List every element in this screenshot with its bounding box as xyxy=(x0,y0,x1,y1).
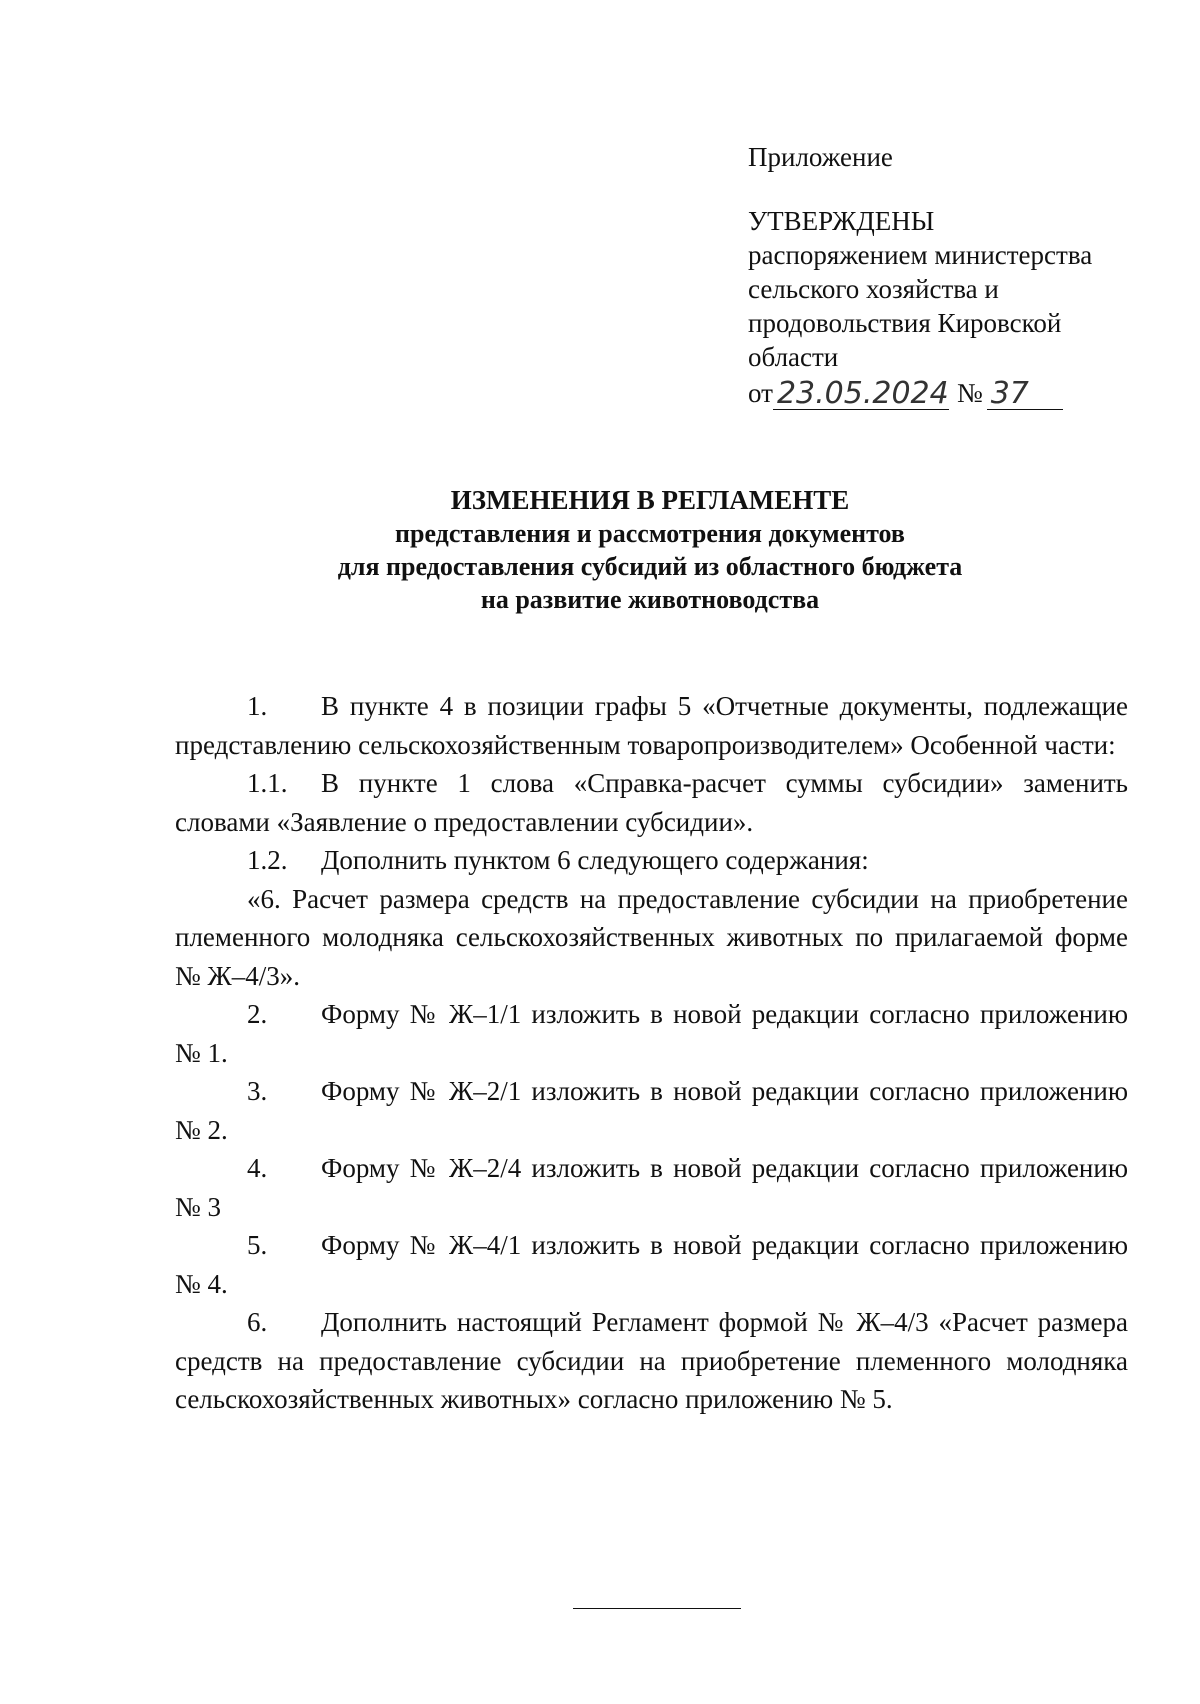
paragraph-5 xyxy=(175,1226,1128,1303)
item-text: Дополнить пунктом 6 следующего содержания: xyxy=(321,845,869,875)
title-line-4: на развитие животноводства xyxy=(480,585,820,614)
document-title xyxy=(170,484,1130,616)
item-text: Дополнить настоящий Регламент формой № Ж–4/3 «Расчет размера средств на предоставление субсидии на приобретение племенного молодняка сельскохозяйственных животных» согласно приложению № 5. xyxy=(175,1307,1128,1414)
item-number: 1.2. xyxy=(247,845,288,875)
appendix-label: Приложение xyxy=(748,142,893,172)
approved-label: УТВЕРЖДЕНЫ xyxy=(748,206,935,236)
item-text: Форму № Ж–1/1 изложить в новой редакции согласно приложению № 1. xyxy=(175,999,1128,1068)
closing-rule xyxy=(573,1608,741,1609)
item-number: 1. xyxy=(247,691,268,721)
handwritten-date: 23.05.2024 xyxy=(773,379,949,410)
item-text: В пункте 1 слова «Справка-расчет суммы субсидии» заменить словами «Заявление о предоставлении субсидии». xyxy=(175,768,1128,837)
date-line xyxy=(748,376,1168,410)
paragraph-3 xyxy=(175,1072,1128,1149)
paragraph-2 xyxy=(175,995,1128,1072)
approval-line-1: распоряжением министерства xyxy=(748,240,1093,270)
item-text: Форму № Ж–2/1 изложить в новой редакции согласно приложению № 2. xyxy=(175,1076,1128,1145)
title-main: ИЗМЕНЕНИЯ В РЕГЛАМЕНТЕ xyxy=(450,485,850,515)
item-text: В пункте 4 в позиции графы 5 «Отчетные документы, подлежащие представлению сельскохозяйственным товаропроизводителем» Особенной части: xyxy=(175,691,1128,760)
paragraph-1-2 xyxy=(175,841,1128,880)
number-label: № xyxy=(956,378,983,408)
approval-block xyxy=(748,140,1168,410)
paragraph-6 xyxy=(175,1303,1128,1419)
approval-line-4: области xyxy=(748,342,839,372)
paragraph-quote xyxy=(175,880,1128,996)
item-number: 3. xyxy=(247,1076,268,1106)
date-prefix: от xyxy=(748,378,773,408)
paragraph-1-1 xyxy=(175,764,1128,841)
handwritten-number: 37 xyxy=(987,379,1063,410)
title-line-3: для предоставления субсидий из областного бюджета xyxy=(337,552,963,581)
approval-line-2: сельского хозяйства и xyxy=(748,274,999,304)
item-text: Форму № Ж–4/1 изложить в новой редакции согласно приложению № 4. xyxy=(175,1230,1128,1299)
approval-line-3: продовольствия Кировской xyxy=(748,308,1062,338)
item-number: 2. xyxy=(247,999,268,1029)
item-number: 5. xyxy=(247,1230,268,1260)
item-number: 6. xyxy=(247,1307,268,1337)
item-text: Форму № Ж–2/4 изложить в новой редакции согласно приложению № 3 xyxy=(175,1153,1128,1222)
paragraph-1 xyxy=(175,687,1128,764)
item-number: 4. xyxy=(247,1153,268,1183)
item-text: «6. Расчет размера средств на предоставление субсидии на приобретение племенного молодняка сельскохозяйственных животных по прилагаемой форме № Ж–4/3». xyxy=(175,883,1128,991)
item-number: 1.1. xyxy=(247,768,288,798)
title-line-2: представления и рассмотрения документов xyxy=(395,519,905,548)
document-body xyxy=(175,687,1128,1419)
paragraph-4 xyxy=(175,1149,1128,1226)
